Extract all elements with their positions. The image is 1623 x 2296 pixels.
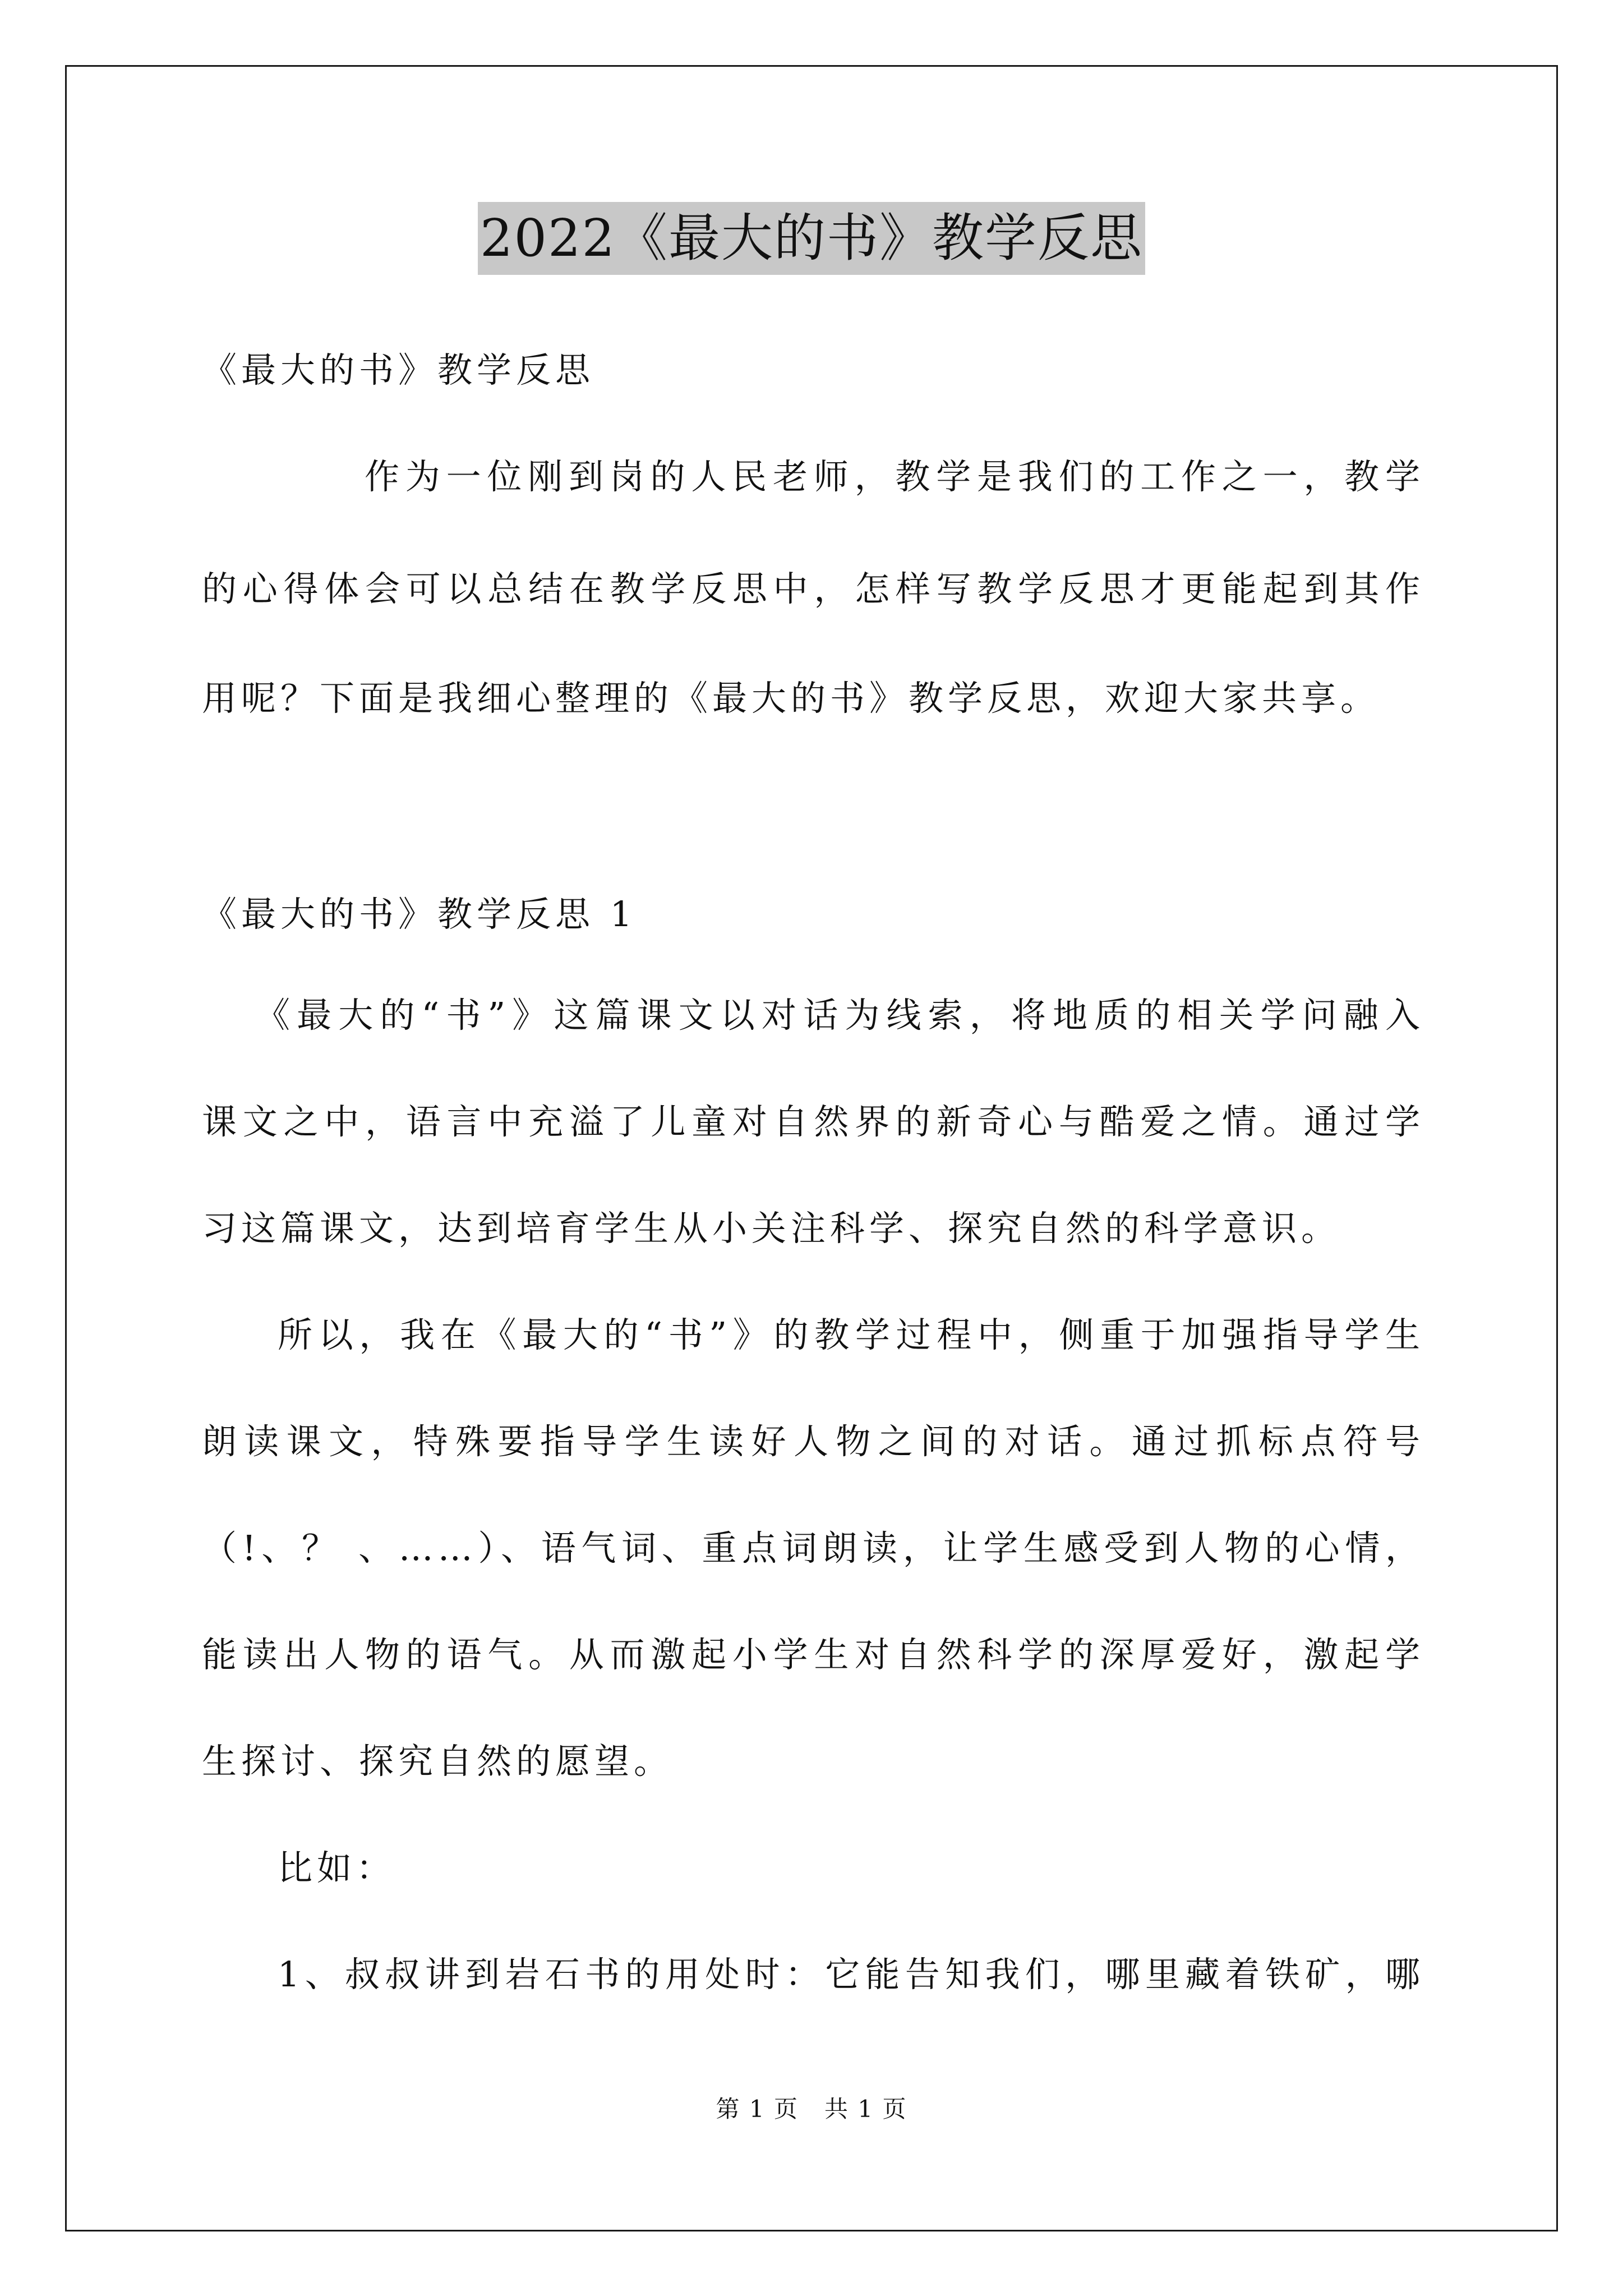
paragraph2-line-1: 所以，我在《最大的“书”》的教学过程中，侧重于加强指导学生: [278, 1314, 1424, 1355]
example-label: 比如：: [278, 1847, 396, 1888]
document-title: 2022《最大的书》教学反思: [478, 202, 1145, 275]
paragraph2-line-3: （!、？ 、……）、语气词、重点词朗读，让学生感受到人物的心情，: [202, 1527, 1424, 1568]
paragraph2-line-4: 能读出人物的语气。从而激起小学生对自然科学的深厚爱好，激起学: [202, 1634, 1424, 1675]
example-line-1: 1、叔叔讲到岩石书的用处时：它能告知我们，哪里藏着铁矿，哪: [278, 1954, 1424, 1995]
paragraph2-line-2: 朗读课文，特殊要指导学生读好人物之间的对话。通过抓标点符号: [202, 1421, 1424, 1462]
intro-line-1: 作为一位刚到岗的人民老师，教学是我们的工作之一，教学: [365, 456, 1424, 497]
intro-line-3: 用呢？下面是我细心整理的《最大的书》教学反思，欢迎大家共享。: [202, 678, 1380, 719]
title-container: [0, 202, 1623, 275]
paragraph1-line-2: 课文之中，语言中充溢了儿童对自然界的新奇心与酷爱之情。通过学: [202, 1101, 1424, 1142]
page-footer: 第 1 页 共 1 页: [716, 2095, 907, 2123]
paragraph1-line-1: 《最大的“书”》这篇课文以对话为线索，将地质的相关学问融入: [255, 995, 1424, 1036]
section-heading: 《最大的书》教学反思 1: [202, 894, 637, 935]
subtitle: 《最大的书》教学反思: [202, 349, 595, 390]
paragraph2-line-5: 生探讨、探究自然的愿望。: [202, 1741, 674, 1782]
paragraph1-line-3: 习这篇课文，达到培育学生从小关注科学、探究自然的科学意识。: [202, 1208, 1341, 1249]
intro-line-2: 的心得体会可以总结在教学反思中，怎样写教学反思才更能起到其作: [202, 568, 1424, 609]
